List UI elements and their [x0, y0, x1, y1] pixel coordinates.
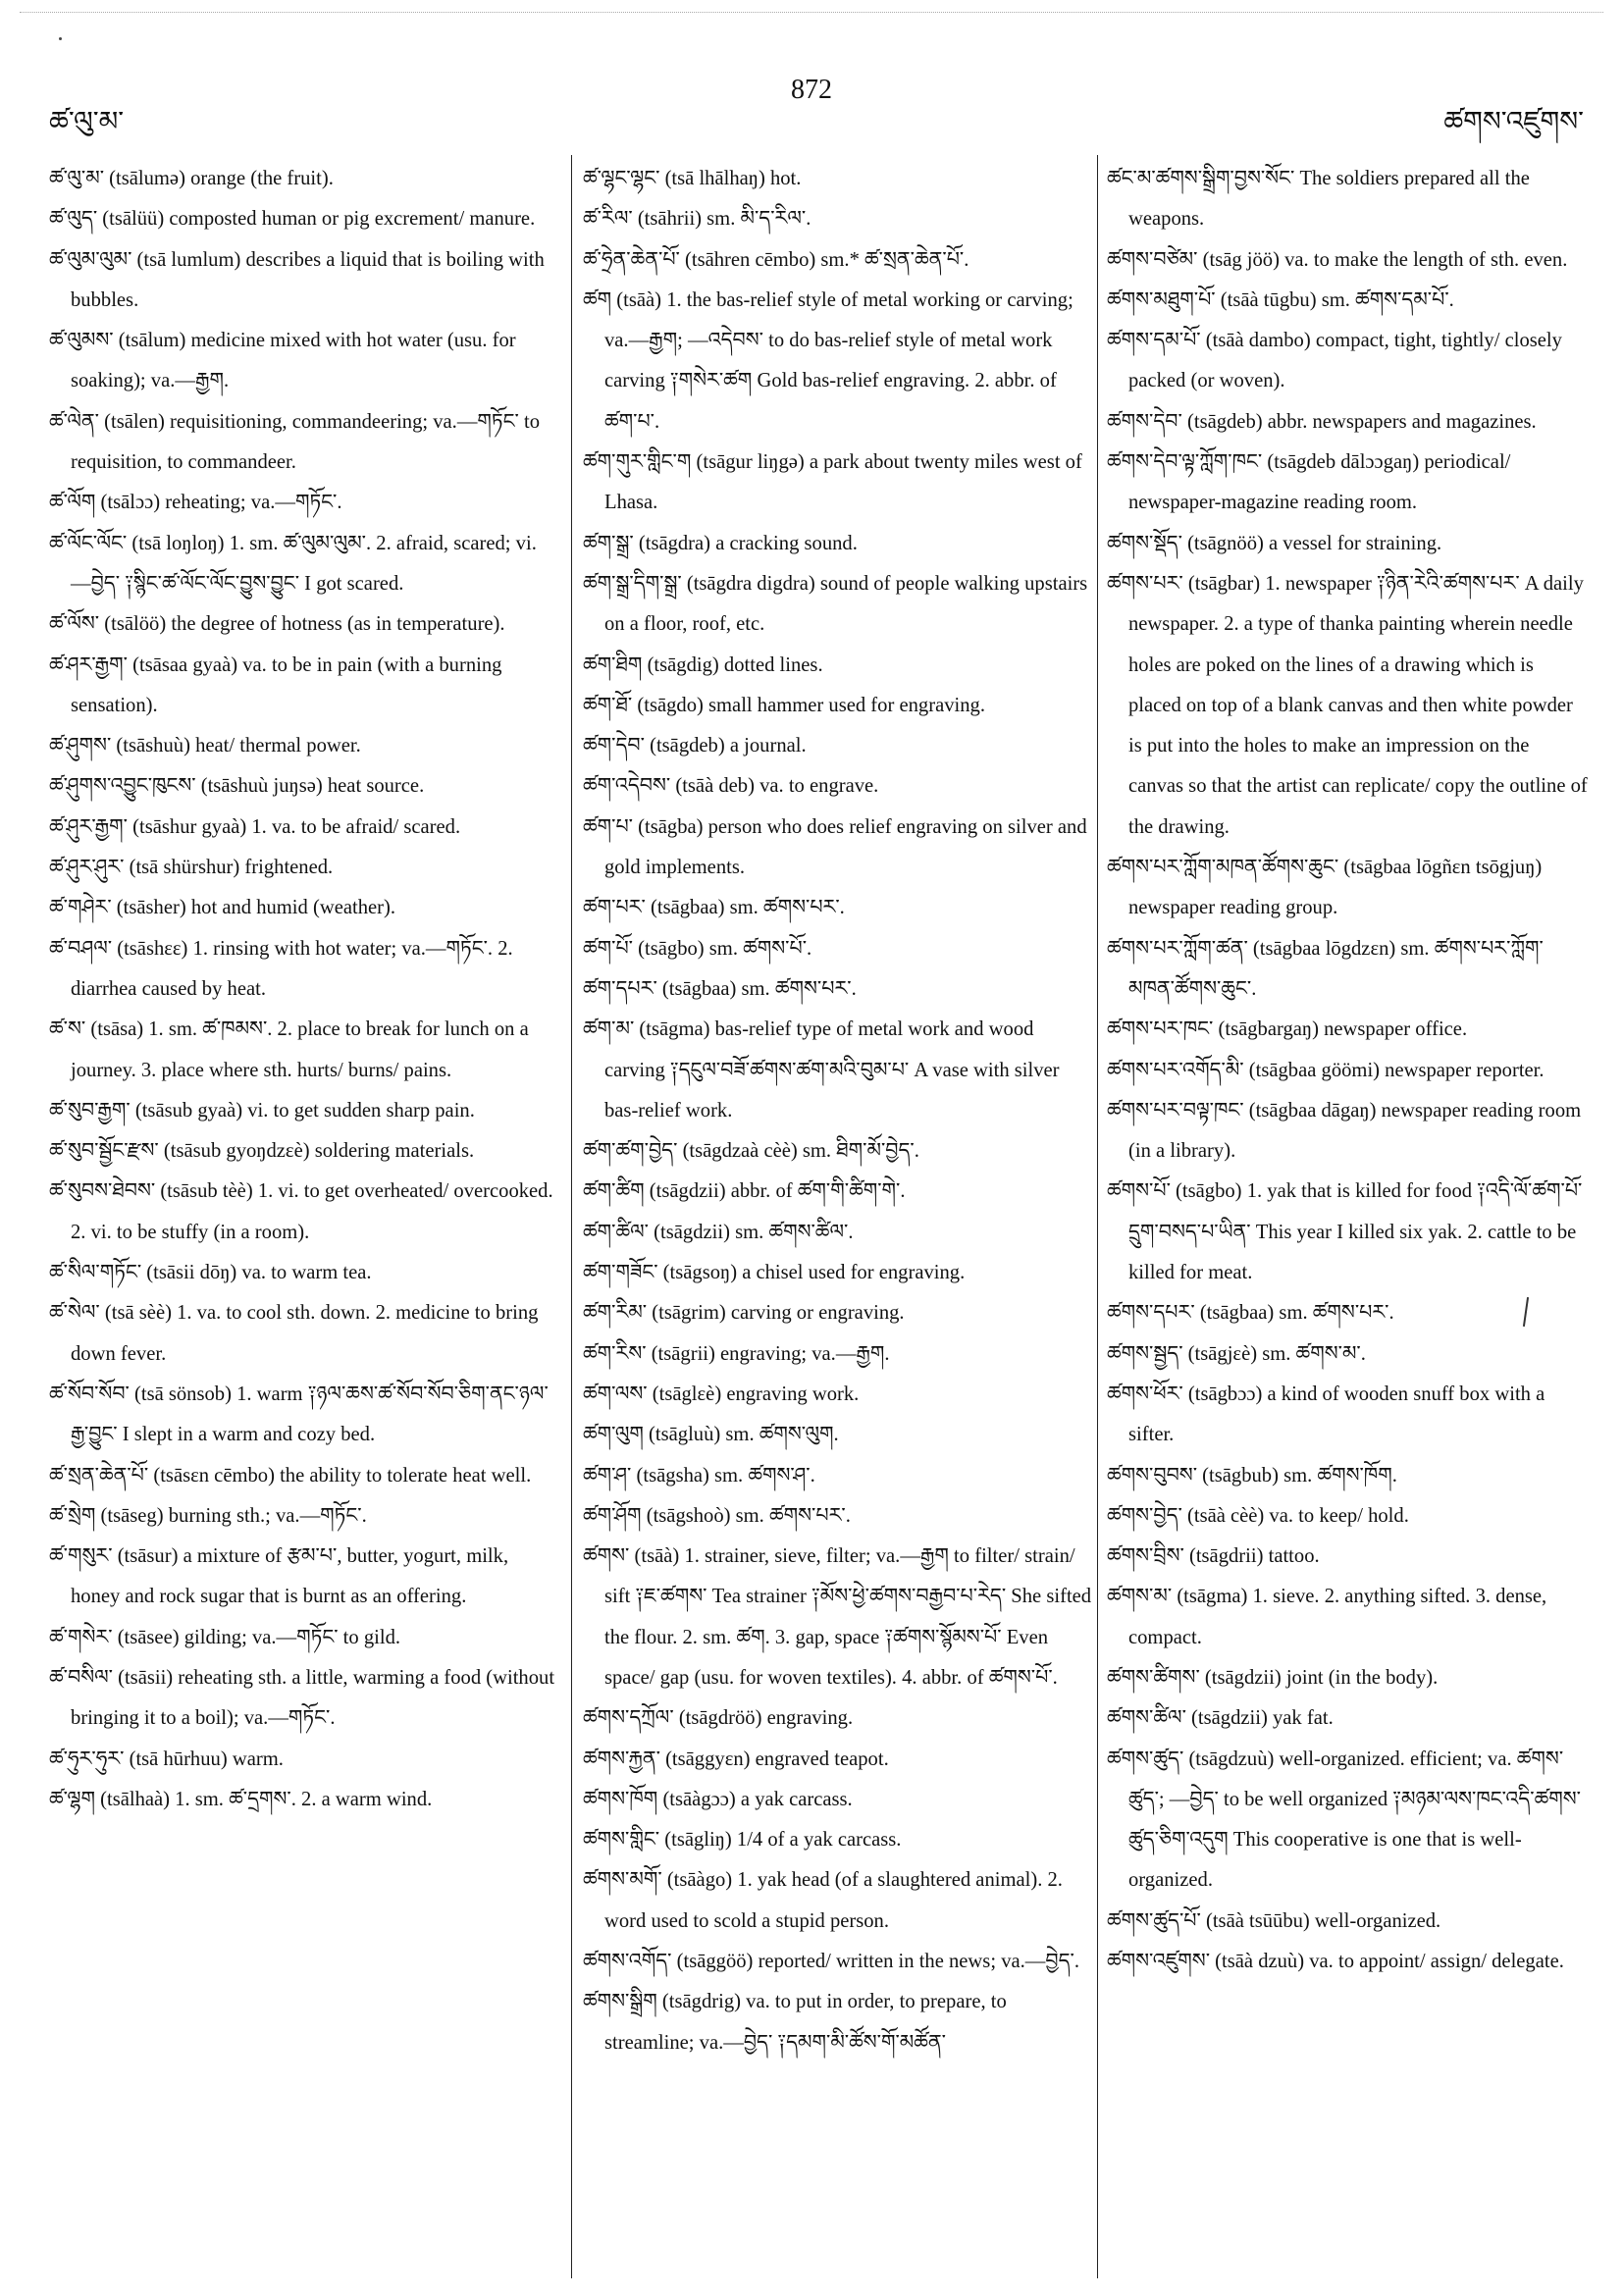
dictionary-entry: ཚགས་བཙེམ་ (tsāg jöö) va. to make the length of sth. even. [1107, 248, 1568, 271]
dictionary-entry: ཚག་གུར་གླིང་ག (tsāgur liŋgə) a park about twenty miles west of Lhasa. [583, 451, 1082, 514]
dictionary-entry: ཚགས་པར་བལྟ་ཁང་ (tsāgbaa dāgaŋ) newspaper reading room (in a library). [1107, 1099, 1582, 1163]
dictionary-entry: ཚ་ལྷང་ལྷང་ (tsā lhālhaŋ) hot. [583, 168, 802, 189]
dictionary-entry: ཚག་པ་ (tsāgba) person who does relief engraving on silver and gold implements. [583, 815, 1087, 879]
dictionary-entry: ཚགས་མ་ (tsāgma) 1. sieve. 2. anything sifted. 3. dense, compact. [1107, 1586, 1547, 1648]
dictionary-entry: ཚ་ལོང་ལོང་ (tsā loŋloŋ) 1. sm. ཚ་ལུམ་ལུམ་. 2. afraid, scared; vi.—བྱེད་ ༑སྙིང་ཚ་ལོང་ལོང་བྱུས་བྱུང་ I got scared. [49, 532, 537, 595]
dictionary-entry: ཚ་བསིལ་ (tsāsii) reheating sth. a little, warming a food (without bringing it to a boil); va.—གཏོང་. [49, 1666, 555, 1730]
dictionary-entry: ཚ་ལོས་ (tsālöö) the degree of hotness (as in temperature). [49, 613, 505, 636]
dictionary-entry: ཚ་སུབ་སྦྱོང་རྫས་ (tsāsub gyoŋdzɛè) soldering materials. [49, 1140, 475, 1163]
dictionary-entry: ཚ་ཤུགས་འབྱུང་ཁུངས་ (tsāshuù juŋsə) heat source. [49, 775, 425, 798]
dictionary-entry: ཚ་སོབ་སོབ་ (tsā sönsob) 1. warm ༑ཉལ་ཆས་ཚ་སོབ་སོབ་ཅིག་ནང་ཉལ་རྒྱ་བྱུང་ I slept in a warm and cozy bed. [49, 1383, 549, 1446]
dictionary-entry: ཚག་དཔར་ (tsāgbaa) sm. ཚགས་པར་. [583, 977, 857, 1000]
dictionary-entry: ཚག་དེབ་ (tsāgdeb) a journal. [583, 735, 807, 757]
dictionary-entry: ཚགས་པར་ཀློག་ཚན་ (tsāgbaa lōgdzɛn) sm. ཚགས་པར་ཀློག་མཁན་ཚོགས་ཆུང་. [1107, 937, 1544, 1000]
dictionary-entry: ཚག་ཐིག (tsāgdig) dotted lines. [583, 653, 823, 676]
dictionary-entry: ཚགས་ཕོར་ (tsāgbɔɔ) a kind of wooden snuff box with a sifter. [1107, 1383, 1545, 1446]
dictionary-entry: ཚ་ཤུར་རྒྱག་ (tsāshur gyaà) 1. va. to be afraid/ scared. [49, 815, 461, 838]
dictionary-entry: ཚག་འདེབས་ (tsāà deb) va. to engrave. [583, 775, 879, 798]
dictionary-entry: ཚགས་དཀྲོལ་ (tsāgdröö) engraving. [583, 1707, 854, 1730]
dictionary-entry: ཚག་ལུག (tsāgluù) sm. ཚགས་ལུག. [583, 1424, 839, 1446]
dictionary-entry: ཚག་ཤོག (tsāgshoò) sm. ཚགས་པར་. [583, 1504, 851, 1527]
dictionary-entry: ཚགས་རྐྱན་ (tsāggyɛn) engraved teapot. [583, 1748, 889, 1770]
dictionary-entry: ཚག་མ་ (tsāgma) bas-relief type of metal work and wood carving ༑དངུལ་བཟོ་ཚགས་ཚག་མའི་བུམ་པ་ A vase with silver bas-relief work. [583, 1018, 1060, 1122]
dictionary-entry: ཚ་གསེར་ (tsāsee) gilding; va.—གཏོང་ to gild. [49, 1626, 401, 1648]
scan-top-edge [20, 12, 1603, 13]
dictionary-entry: ཚགས་དེབ་ལྟ་ཀློག་ཁང་ (tsāgdeb dālɔɔgaŋ) periodical/ newspaper-magazine reading room. [1107, 451, 1511, 514]
dictionary-entry: ཚགས་ཚུད་ (tsāgdzuù) well-organized. efficient; va. ཚགས་ཚུད་; —བྱེད་ to be well organized ༑མཉམ་ལས་ཁང་འདི་ཚགས་ཚུད་ཅིག་འདུག This cooperative is one that is well-organized. [1107, 1748, 1581, 1892]
column-divider-2 [1097, 155, 1098, 2278]
dictionary-entry: ཚ་གསུར་ (tsāsur) a mixture of རྩམ་པ་, butter, yogurt, milk, honey and rock sugar that is burnt as an offering. [49, 1545, 509, 1608]
dictionary-entry: ཚགས་ (tsāà) 1. strainer, sieve, filter; va.—རྒྱག to filter/ strain/ sift ༑ཇ་ཚགས་ Tea strainer ༑མོས་ཕྱེ་ཚགས་བརྒྱབ་པ་རེད་ She sifted the flour. 2. sm. ཚག. 3. gap, space ༑ཚགས་སྙོམས་པོ་ Even space/ gap (usu. for woven textiles). 4. abbr. of ཚགས་པོ་. [583, 1545, 1092, 1689]
dictionary-entry: ཚགས་ཚིགས་ (tsāgdzii) joint (in the body). [1107, 1666, 1439, 1689]
dictionary-entry: ཚགས་པར་འགོད་མི་ (tsāgbaa göömi) newspaper reporter. [1107, 1059, 1544, 1081]
dictionary-entry: ཚ་ལུམས་ (tsālum) medicine mixed with hot water (usu. for soaking); va.—རྒྱག. [49, 330, 516, 392]
dictionary-entry: ཚགས་དེབ་ (tsāgdeb) abbr. newspapers and magazines. [1107, 410, 1537, 433]
dictionary-entry: ཚགས་བུབས་ (tsāgbub) sm. ཚགས་ཁོག. [1107, 1464, 1397, 1487]
dictionary-entry: ཚ་ས་ (tsāsa) 1. sm. ཚ་ཁམས་. 2. place to break for lunch on a journey. 3. place where sth. hurts/ burns/ pains. [49, 1018, 529, 1081]
column-1 [49, 159, 555, 1820]
dictionary-entry: ཚ་ཧུར་ཧུར་ (tsā hūrhuu) warm. [49, 1748, 284, 1770]
dictionary-entry: ཚག་ཚིག (tsāgdzii) abbr. of ཚག་གི་ཚིག་གེ་. [583, 1180, 906, 1203]
dictionary-entry: ཚ་བཤལ་ (tsāshɛɛ) 1. rinsing with hot water; va.—གཏོང་. 2. diarrhea caused by heat. [49, 937, 513, 1000]
dictionary-entry: ཚགས་ཚིལ་ (tsāgdzii) yak fat. [1107, 1707, 1334, 1730]
dictionary-entry: ཚགས་སྡོད་ (tsāgnöö) a vessel for straining. [1107, 532, 1442, 554]
dictionary-entry: ཚགས་ཚུད་པོ་ (tsāà tsūūbu) well-organized. [1107, 1909, 1441, 1932]
dictionary-entry: ཚ་ལེན་ (tsālen) requisitioning, commandeering; va.—གཏོང་ to requisition, to commandeer. [49, 410, 540, 474]
dictionary-entry: ཚ་རིལ་ (tsāhrii) sm. མི་ད་རིལ་. [583, 208, 812, 231]
dictionary-entry: ཚག (tsāà) 1. the bas-relief style of metal working or carving; va.—རྒྱག; —འདེབས་ to do bas-relief style of metal work carving ༑གསེར་ཚག Gold bas-relief engraving. 2. abbr. of ཚག་པ་. [583, 288, 1073, 433]
header-right-guideword: ཚགས་འཛུགས་ [1443, 107, 1584, 137]
dictionary-entry: ཚག་རིམ་ (tsāgrim) carving or engraving. [583, 1302, 905, 1325]
dictionary-entry: ཚང་མ་ཚགས་སྒྲིག་བྱས་སོང་ The soldiers prepared all the weapons. [1107, 168, 1530, 231]
dictionary-entry: ཚ་སྲན་ཆེན་པོ་ (tsāsɛn cēmbo) the ability to tolerate heat well. [49, 1464, 532, 1487]
dictionary-entry: ཚགས་བྲིས་ (tsāgdrii) tattoo. [1107, 1545, 1320, 1568]
dictionary-entry: ཚ་ལུད་ (tsālüü) composted human or pig excrement/ manure. [49, 208, 536, 231]
dictionary-entry: ཚགས་ཁོག (tsāàgɔɔ) a yak carcass. [583, 1788, 853, 1810]
dictionary-entry: ཚགས་འཛུགས་ (tsāà dzuù) va. to appoint/ assign/ delegate. [1107, 1951, 1564, 1973]
dictionary-entry: ཚགས་པོ་ (tsāgbo) 1. yak that is killed for food ༑འདི་ལོ་ཚག་པོ་དྲུག་བསད་པ་ཡིན་ This year I killed six yak. 2. cattle to be killed for meat. [1107, 1180, 1583, 1284]
dictionary-entry: ཚག་སྒྲ་དིག་སྒྲ་ (tsāgdra digdra) sound of people walking upstairs on a floor, roof, etc. [583, 572, 1088, 636]
dictionary-entry: ཚགས་མགོ་ (tsāàgo) 1. yak head (of a slaughtered animal). 2. word used to scold a stupid person. [583, 1869, 1063, 1932]
column-3 [1107, 159, 1588, 1982]
scan-speck [59, 37, 62, 40]
dictionary-entry: ཚ་ཤུགས་ (tsāshuù) heat/ thermal power. [49, 735, 361, 757]
dictionary-entry: ཚག་ལས་ (tsāglɛè) engraving work. [583, 1383, 860, 1405]
dictionary-entry: ཚ་ལྷག (tsālhaà) 1. sm. ཚ་དྲགས་. 2. a warm wind. [49, 1788, 433, 1810]
dictionary-entry: ཚག་ཚག་བྱེད་ (tsāgdzaà cèè) sm. ཐིག་མོ་བྱེད་. [583, 1140, 919, 1163]
dictionary-entry: ཚགས་སྒྲིག (tsāgdrig) va. to put in order, to prepare, to streamline; va.—བྱེད་ ༑དམག་མི་ཚོས་གོ་མཚོན་ [583, 1991, 1007, 2054]
dictionary-entry: ཚ་ལུ་མ་ (tsālumə) orange (the fruit). [49, 168, 334, 189]
column-divider-1 [571, 155, 572, 2278]
dictionary-entry: ཚགས་མཐུག་པོ་ (tsāà tūgbu) sm. ཚགས་དམ་པོ་. [1107, 288, 1454, 311]
dictionary-entry: ཚ་གཤེར་ (tsāsher) hot and humid (weather). [49, 897, 396, 919]
dictionary-entry: ཚ་ཤར་རྒྱག་ (tsāsaa gyaà) va. to be in pain (with a burning sensation). [49, 653, 502, 716]
header-left-guideword: ཚ་ལུ་མ་ [49, 107, 125, 137]
dictionary-entry: ཚགས་དཔར་ (tsāgbaa) sm. ཚགས་པར་. [1107, 1302, 1394, 1325]
dictionary-entry: ཚག་པར་ (tsāgbaa) sm. ཚགས་པར་. [583, 897, 845, 919]
dictionary-entry: ཚ་སྲེག (tsāseg) burning sth.; va.—གཏོང་. [49, 1504, 367, 1527]
dictionary-entry: ཚག་ཚིལ་ (tsāgdzii) sm. ཚགས་ཚིལ་. [583, 1221, 854, 1243]
dictionary-entry: ཚགས་གླིང་ (tsāgliŋ) 1/4 of a yak carcass. [583, 1829, 902, 1852]
dictionary-entry: ཚག་རིས་ (tsāgrii) engraving; va.—རྒྱག. [583, 1342, 890, 1365]
dictionary-entry: ཚགས་འགོད་ (tsāggöö) reported/ written in the news; va.—བྱེད་. [583, 1951, 1079, 1973]
dictionary-entry: ཚ་ཧྲེན་ཆེན་པོ་ (tsāhren cēmbo) sm.* ཚ་སྲན་ཆེན་པོ་. [583, 248, 969, 271]
dictionary-entry: ཚ་ལུམ་ལུམ་ (tsā lumlum) describes a liquid that is boiling with bubbles. [49, 248, 545, 311]
dictionary-entry: ཚགས་དམ་པོ་ (tsāà dambo) compact, tight, tightly/ closely packed (or woven). [1107, 330, 1562, 392]
page-number: 872 [791, 75, 832, 105]
dictionary-entry: ཚགས་པར་ཀློག་མཁན་ཚོགས་ཆུང་ (tsāgbaa lōgñɛn tsōgjuŋ) newspaper reading group. [1107, 857, 1543, 919]
dictionary-entry: ཚ་སེལ་ (tsā sèè) 1. va. to cool sth. down. 2. medicine to bring down fever. [49, 1302, 539, 1365]
column-2 [583, 159, 1093, 2063]
dictionary-entry: ཚ་སུབས་ཐེབས་ (tsāsub tèè) 1. vi. to get overheated/ overcooked. 2. vi. to be stuffy (in a room). [49, 1180, 553, 1243]
dictionary-entry: ཚགས་པར་ཁང་ (tsāgbargaŋ) newspaper office. [1107, 1018, 1468, 1041]
dictionary-entry: ཚ་ཤུར་ཤུར་ (tsā shürshur) frightened. [49, 857, 334, 879]
dictionary-entry: ཚགས་བྱེད་ (tsāà cèè) va. to keep/ hold. [1107, 1504, 1409, 1527]
dictionary-entry: ཚགས་པར་ (tsāgbar) 1. newspaper ༑ཉིན་རེའི་ཚགས་པར་ A daily newspaper. 2. a type of thanka painting wherein needle holes are poked on the lines of a drawing which is placed on top of a blank canvas and then white powder is put into the holes to make an impression on the canvas so that the artist can replicate/ copy the outline of the drawing. [1107, 572, 1588, 838]
dictionary-entry: ཚ་ལོག (tsālɔɔ) reheating; va.—གཏོང་. [49, 492, 342, 514]
dictionary-entry: ཚག་ཐོ་ (tsāgdo) small hammer used for engraving. [583, 694, 985, 716]
dictionary-entry: ཚགས་སྦྱད་ (tsāgjɛè) sm. ཚགས་མ་. [1107, 1342, 1366, 1365]
dictionary-entry: ཚག་ཤ་ (tsāgsha) sm. ཚགས་ཤ་. [583, 1464, 815, 1487]
dictionary-entry: ཚ་སིལ་གཏོང་ (tsāsii dōŋ) va. to warm tea. [49, 1262, 372, 1284]
dictionary-entry: ཚ་སུབ་རྒྱག་ (tsāsub gyaà) vi. to get sudden sharp pain. [49, 1099, 475, 1122]
dictionary-entry: ཚག་པོ་ (tsāgbo) sm. ཚགས་པོ་. [583, 937, 812, 960]
dictionary-entry: ཚག་གཟོང་ (tsāgsoŋ) a chisel used for engraving. [583, 1262, 966, 1284]
dictionary-entry: ཚག་སྒྲ་ (tsāgdra) a cracking sound. [583, 532, 858, 554]
